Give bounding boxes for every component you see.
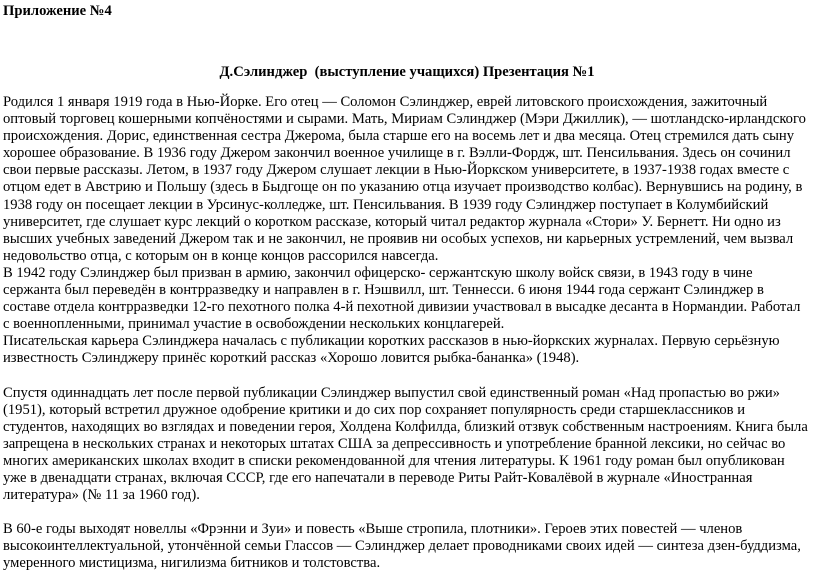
paragraph-sixties: В 60-е годы выходят новеллы «Фрэнни и Зуи» и повесть «Выше стропила, плотники». Героев этих повестей — членов высокоинтеллектуальной, утончённой семьи Глассов — Сэлинджер делает проводниками своих идей — синтеза дзен-буддизма, умеренного мистицизма, нигилизма битников и толстовства.: [3, 521, 801, 572]
document-body: [3, 94, 809, 572]
paragraph-novel: Спустя одиннадцать лет после первой публикации Сэлинджер выпустил свой единственный роман «Над пропастью во ржи» (1951), который встретил дружное одобрение критики и до сих пор сохраняет популярность среди старшеклассников и студентов, находящих во взглядах и поведении героя, Холдена Колфилда, близкий отзвук собственным настроениям. Книга была запрещена в нескольких странах и некоторых штатах США за депрессивность и употребление бранной лексики, но сейчас во многих американских школах входит в списки рекомендованной для чтения литературы. К 1961 году роман был опубликован уже в двенадцати странах, включая СССР, где его напечатали в переводе Риты Райт-Ковалёвой в журнале «Иностранная литература» (№ 11 за 1960 год).: [3, 384, 808, 504]
paragraph-career: Писательская карьера Сэлинджера началась с публикации коротких рассказов в нью-йоркских журналах. Первую серьёзную известность Сэлинджеру принёс короткий рассказ «Хорошо ловится рыбка-бананка» (1948).: [3, 333, 780, 367]
appendix-label: Приложение №4: [3, 3, 112, 19]
document-title: Д.Сэлинджер (выступление учащихся) Презентация №1: [219, 64, 595, 80]
paragraph-army: В 1942 году Сэлинджер был призван в армию, закончил офицерско- сержантскую школу войск связи, в 1943 году в чине сержанта был переведён в контрразведку и направлен в г. Нэшвилл, шт. Теннесси. 6 июня 1944 года сержант Сэлинджер в составе отдела контрразведки 12-го пехотного полка 4-й пехотной дивизии участвовал в высадке десанта в Нормандии. Работал с военнопленными, принимал участие в освобождении нескольких концлагерей.: [3, 264, 801, 333]
paragraph-biography: Родился 1 января 1919 года в Нью-Йорке. Его отец — Соломон Сэлинджер, еврей литовского происхождения, зажиточный оптовый торговец кошерными копчёностями и сырами. Мать, Мириам Сэлинджер (Мэри Джиллик), — шотландско-ирландского происхождения. Дорис, единственная сестра Джерома, была старше его на восемь лет и два месяца. Отец стремился дать сыну хорошее образование. В 1936 году Джером закончил военное училище в г. Вэлли-Фордж, шт. Пенсильвания. Здесь он сочинил свои первые рассказы. Летом, в 1937 году Джером слушает лекции в Нью-Йоркском университете, в 1937-1938 годах вместе с отцом едет в Австрию и Польшу (здесь в Быдгоще он по указанию отца изучает производство колбас). Вернувшись на родину, в 1938 году он посещает лекции в Урсинус-колледже, шт. Пенсильвания. В 1939 году Сэлинджер поступает в Колумбийский университет, где слушает курс лекций о коротком рассказе, который читал редактор журнала «Стори» У. Бернетт. Ни одно из высших учебных заведений Джером так и не закончил, не проявив ни особых успехов, ни карьерных устремлений, чем вызвал недовольство отца, с которым он в конце концов рассорился навсегда.: [3, 94, 806, 264]
